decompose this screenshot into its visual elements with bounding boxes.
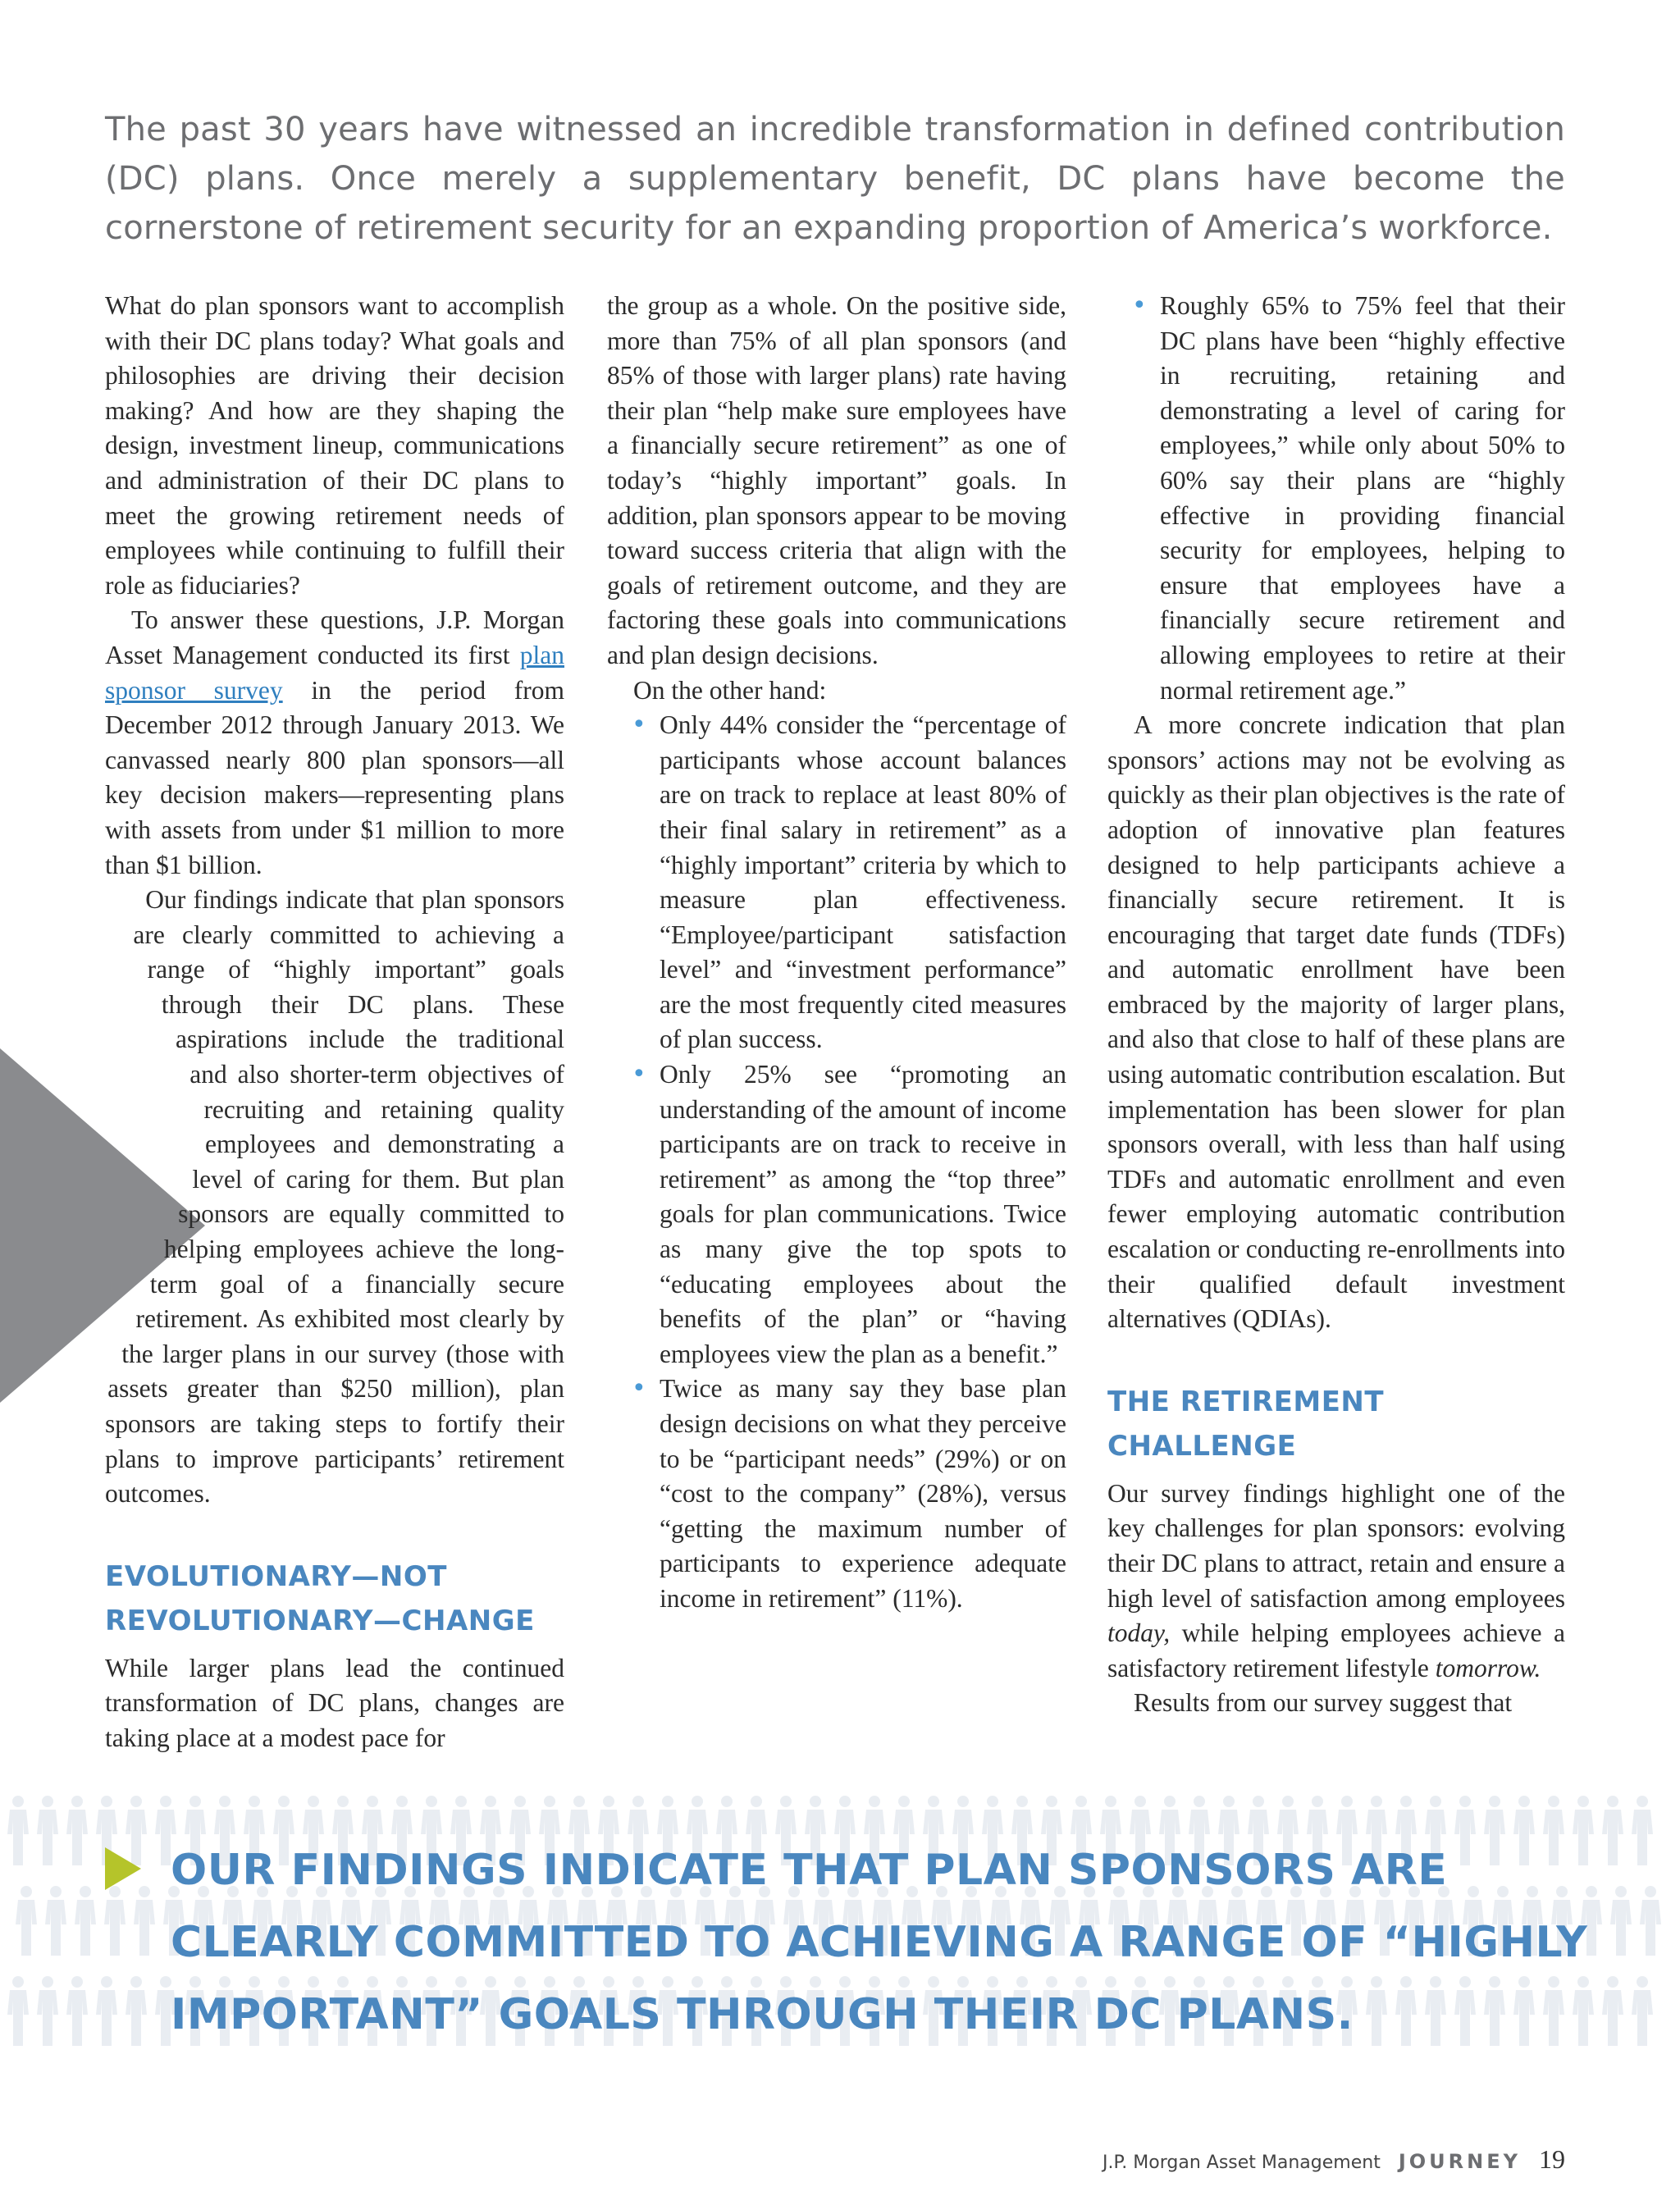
col1-paragraph-1: What do plan sponsors want to accomplish with their DC plans today? What goals and philosophies are driving their decision making? And how are they shaping the design, investment lineup, communications and administration of their DC plans to meet the growing retirement needs of employees while continuing to fulfill their role as fiduciaries? xyxy=(105,291,564,600)
col1-paragraph-4: While larger plans lead the continued transformation of DC plans, changes are taking place at a modest pace for xyxy=(105,1653,564,1752)
list-item: • Roughly 65% to 75% feel that their DC plans have been “highly effective in recruiting, retaining and demonstrating a level of caring for employees,” while only about 50% to 60% say their plans are “highly effective in providing financial security for employees, helping to ensure that employees have a financially secure retirement and allowing employees to retire at their normal retirement age.” xyxy=(1107,289,1565,708)
col3-bullet-list xyxy=(1107,289,1565,708)
col2-paragraph-2: On the other hand: xyxy=(633,675,827,705)
bullet-dot-icon: • xyxy=(1132,291,1147,320)
column-1 xyxy=(105,289,564,1756)
intro-paragraph: The past 30 years have witnessed an incredible transformation in defined contribution (DC) plans. Once merely a supplementary benefit, DC plans have become the cornerstone of retirement security for an expanding proportion of America’s workforce. xyxy=(105,111,1565,247)
plan-sponsor-survey-link[interactable]: plan sponsor survey xyxy=(105,640,564,705)
column-2 xyxy=(607,289,1066,1617)
bullet-dot-icon: • xyxy=(632,1374,646,1404)
col2-paragraph-1: the group as a whole. On the positive side, more than 75% of all plan sponsors (and 85% of those with larger plans) rate having their plan “help make sure employees have a financially secure retirement” as one of today’s “highly important” goals. In addition, plan sponsors appear to be moving toward success criteria that align with the goals of retirement outcome, and they are factoring these goals into communications and plan design decisions. xyxy=(607,291,1066,669)
page-number: 19 xyxy=(1539,2144,1565,2174)
col3-paragraph-2: Our survey findings highlight one of the key challenges for plan sponsors: evolving their DC plans to attract, retain and ensure a high level of satisfaction among employees today, while helping employees achieve a satisfactory retirement lifestyle tomorrow. xyxy=(1107,1478,1565,1682)
bullet-dot-icon: • xyxy=(632,710,646,740)
list-item: • Only 44% consider the “percentage of participants whose account balances are on track to replace at least 80% of their final salary in retirement” as a “highly important” criteria by which to measure plan effectiveness. “Employee/participant satisfaction level” and “investment performance” are the most frequently cited measures of plan success. xyxy=(607,708,1066,1057)
page-footer xyxy=(1102,2144,1565,2175)
list-item: • Twice as many say they base plan design decisions on what they perceive to be “participant needs” (29%) or on “cost to the company” (28%), versus “getting the maximum number of participants to experience adequate income in retirement” (11%). xyxy=(607,1372,1066,1616)
col2-bullet-list xyxy=(607,708,1066,1616)
col3-paragraph-1: A more concrete indication that plan sponsors’ actions may not be evolving as quickly as their plan objectives is the rate of adoption of innovative plan features designed to help participants achieve a financially secure retirement. It is encouraging that target date funds (TDFs) and automatic enrollment have been embraced by the majority of larger plans, and also that close to half of these plans are using automatic contribution escalation. But implementation has been slower for plan sponsors overall, with less than half using TDFs and automatic enrollment and even fewer employing automatic contribution escalation or conducting re-enrollments into their qualified default investment alternatives (QDIAs). xyxy=(1107,710,1565,1334)
list-item: • Only 25% see “promoting an understanding of the amount of income participants are on track to receive in retirement” as among the “top three” goals for plan communications. Twice as many give the top spots to “educating employees about the benefits of the plan” or “having employees view the plan as a benefit.” xyxy=(607,1057,1066,1372)
pull-quote: OUR FINDINGS INDICATE THAT PLAN SPONSORS ARE CLEARLY COMMITTED TO ACHIEVING A RANGE OF “HIGHLY IMPORTANT” GOALS THROUGH THEIR DC PLANS. xyxy=(171,1846,1588,2039)
section-heading-retirement-challenge: THE RETIREMENT CHALLENGE xyxy=(1107,1385,1385,1463)
col1-paragraph-3: Our findings indicate that plan sponsors are clearly committed to achieving a range of “highly important” goals through their DC plans. These aspirations include the traditional and also shorter-term objectives of recruiting and retaining quality employees and demonstrating a level of caring for them. But plan sponsors are equally committed to helping employees achieve the long-term goal of a financially secure retirement. As exhibited most clearly by the larger plans in our survey (those with assets greater than $250 million), plan sponsors are taking steps to fortify their plans to improve participants’ retirement outcomes. xyxy=(105,885,564,1509)
column-3 xyxy=(1107,289,1565,1721)
col3-paragraph-3: Results from our survey suggest that xyxy=(1134,1688,1513,1718)
footer-magazine: JOURNEY xyxy=(1398,2150,1521,2173)
section-heading-evolutionary: EVOLUTIONARY—NOT REVOLUTIONARY—CHANGE xyxy=(105,1559,535,1637)
col1-paragraph-2: To answer these questions, J.P. Morgan Asset Management conducted its first plan sponsor survey in the period from December 2012 through January 2013. We canvassed nearly 800 plan sponsors—all key decision makers—representing plans with assets from under $1 million to more than $1 billion. xyxy=(105,605,564,879)
play-arrow-icon xyxy=(105,1847,141,1890)
bullet-dot-icon: • xyxy=(632,1060,646,1089)
footer-publisher: J.P. Morgan Asset Management xyxy=(1102,2152,1381,2173)
